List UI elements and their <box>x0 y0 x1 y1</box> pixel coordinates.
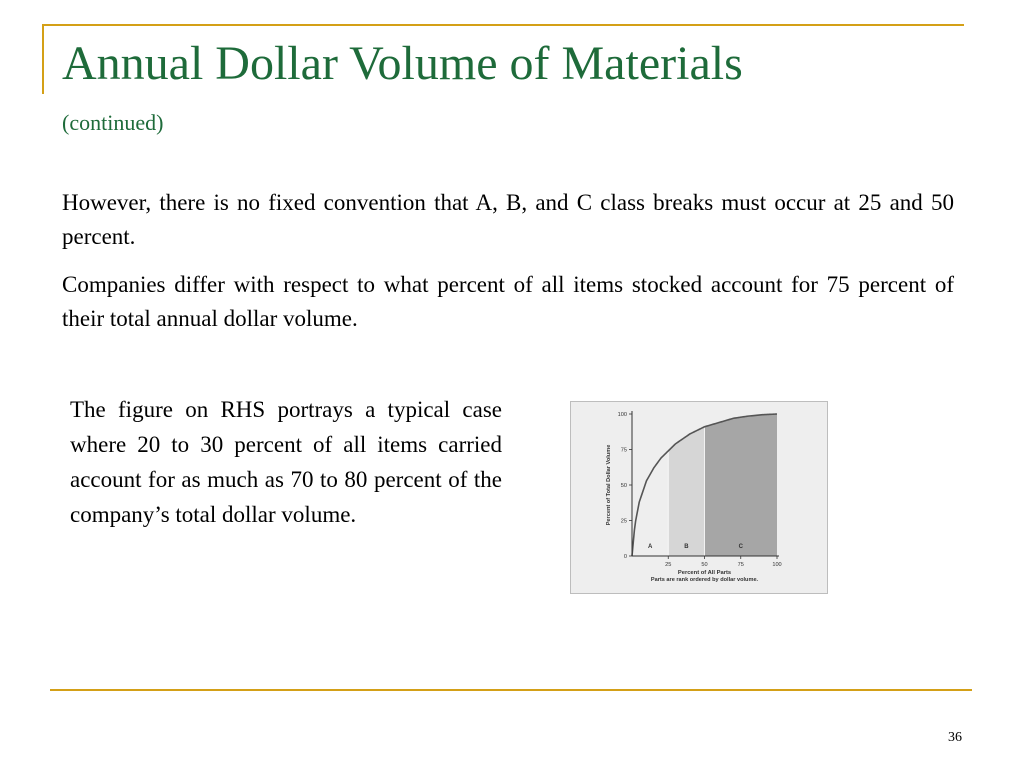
y-tick-label: 25 <box>620 518 627 525</box>
paragraph-companies-differ: Companies differ with respect to what percent of all items stocked account for 75 percent of their total annual dollar volume. <box>62 272 954 331</box>
x-axis-note: Parts are rank ordered by dollar volume. <box>650 577 759 583</box>
y-tick-label: 75 <box>620 447 627 454</box>
left-border <box>42 24 44 94</box>
x-tick-label: 75 <box>737 562 744 568</box>
y-tick-label: 0 <box>623 554 627 560</box>
y-axis-label: Percent of Total Dollar Volume <box>606 444 612 526</box>
region-c-area <box>705 414 778 556</box>
y-tick-label: 100 <box>617 412 627 418</box>
paragraph-class-breaks: However, there is no fixed convention that A, B, and C class breaks must occur at 25 and 50 percent. <box>62 190 954 249</box>
region-label-b: B <box>684 544 689 550</box>
bottom-border <box>50 689 972 691</box>
region-label-a: A <box>647 544 653 550</box>
slide-subtitle: (continued) <box>62 110 164 135</box>
slide-title: Annual Dollar Volume of Materials <box>62 37 743 90</box>
x-tick-label: 25 <box>665 562 672 568</box>
abc-curve-chart <box>571 402 827 593</box>
top-border <box>42 24 964 26</box>
page-number: 36 <box>948 730 962 745</box>
figure-description: The figure on RHS portrays a typical case where 20 to 30 percent of all items carried account for as much as 70 to 80 percent of the company’s total dollar volume. <box>70 397 502 527</box>
x-tick-label: 100 <box>772 562 782 568</box>
region-label-c: C <box>738 544 743 550</box>
y-tick-label: 50 <box>620 483 627 489</box>
x-tick-label: 50 <box>701 562 708 568</box>
region-a-area <box>632 451 668 556</box>
abc-curve-figure <box>570 401 828 594</box>
x-axis-label: Percent of All Parts <box>677 570 732 576</box>
